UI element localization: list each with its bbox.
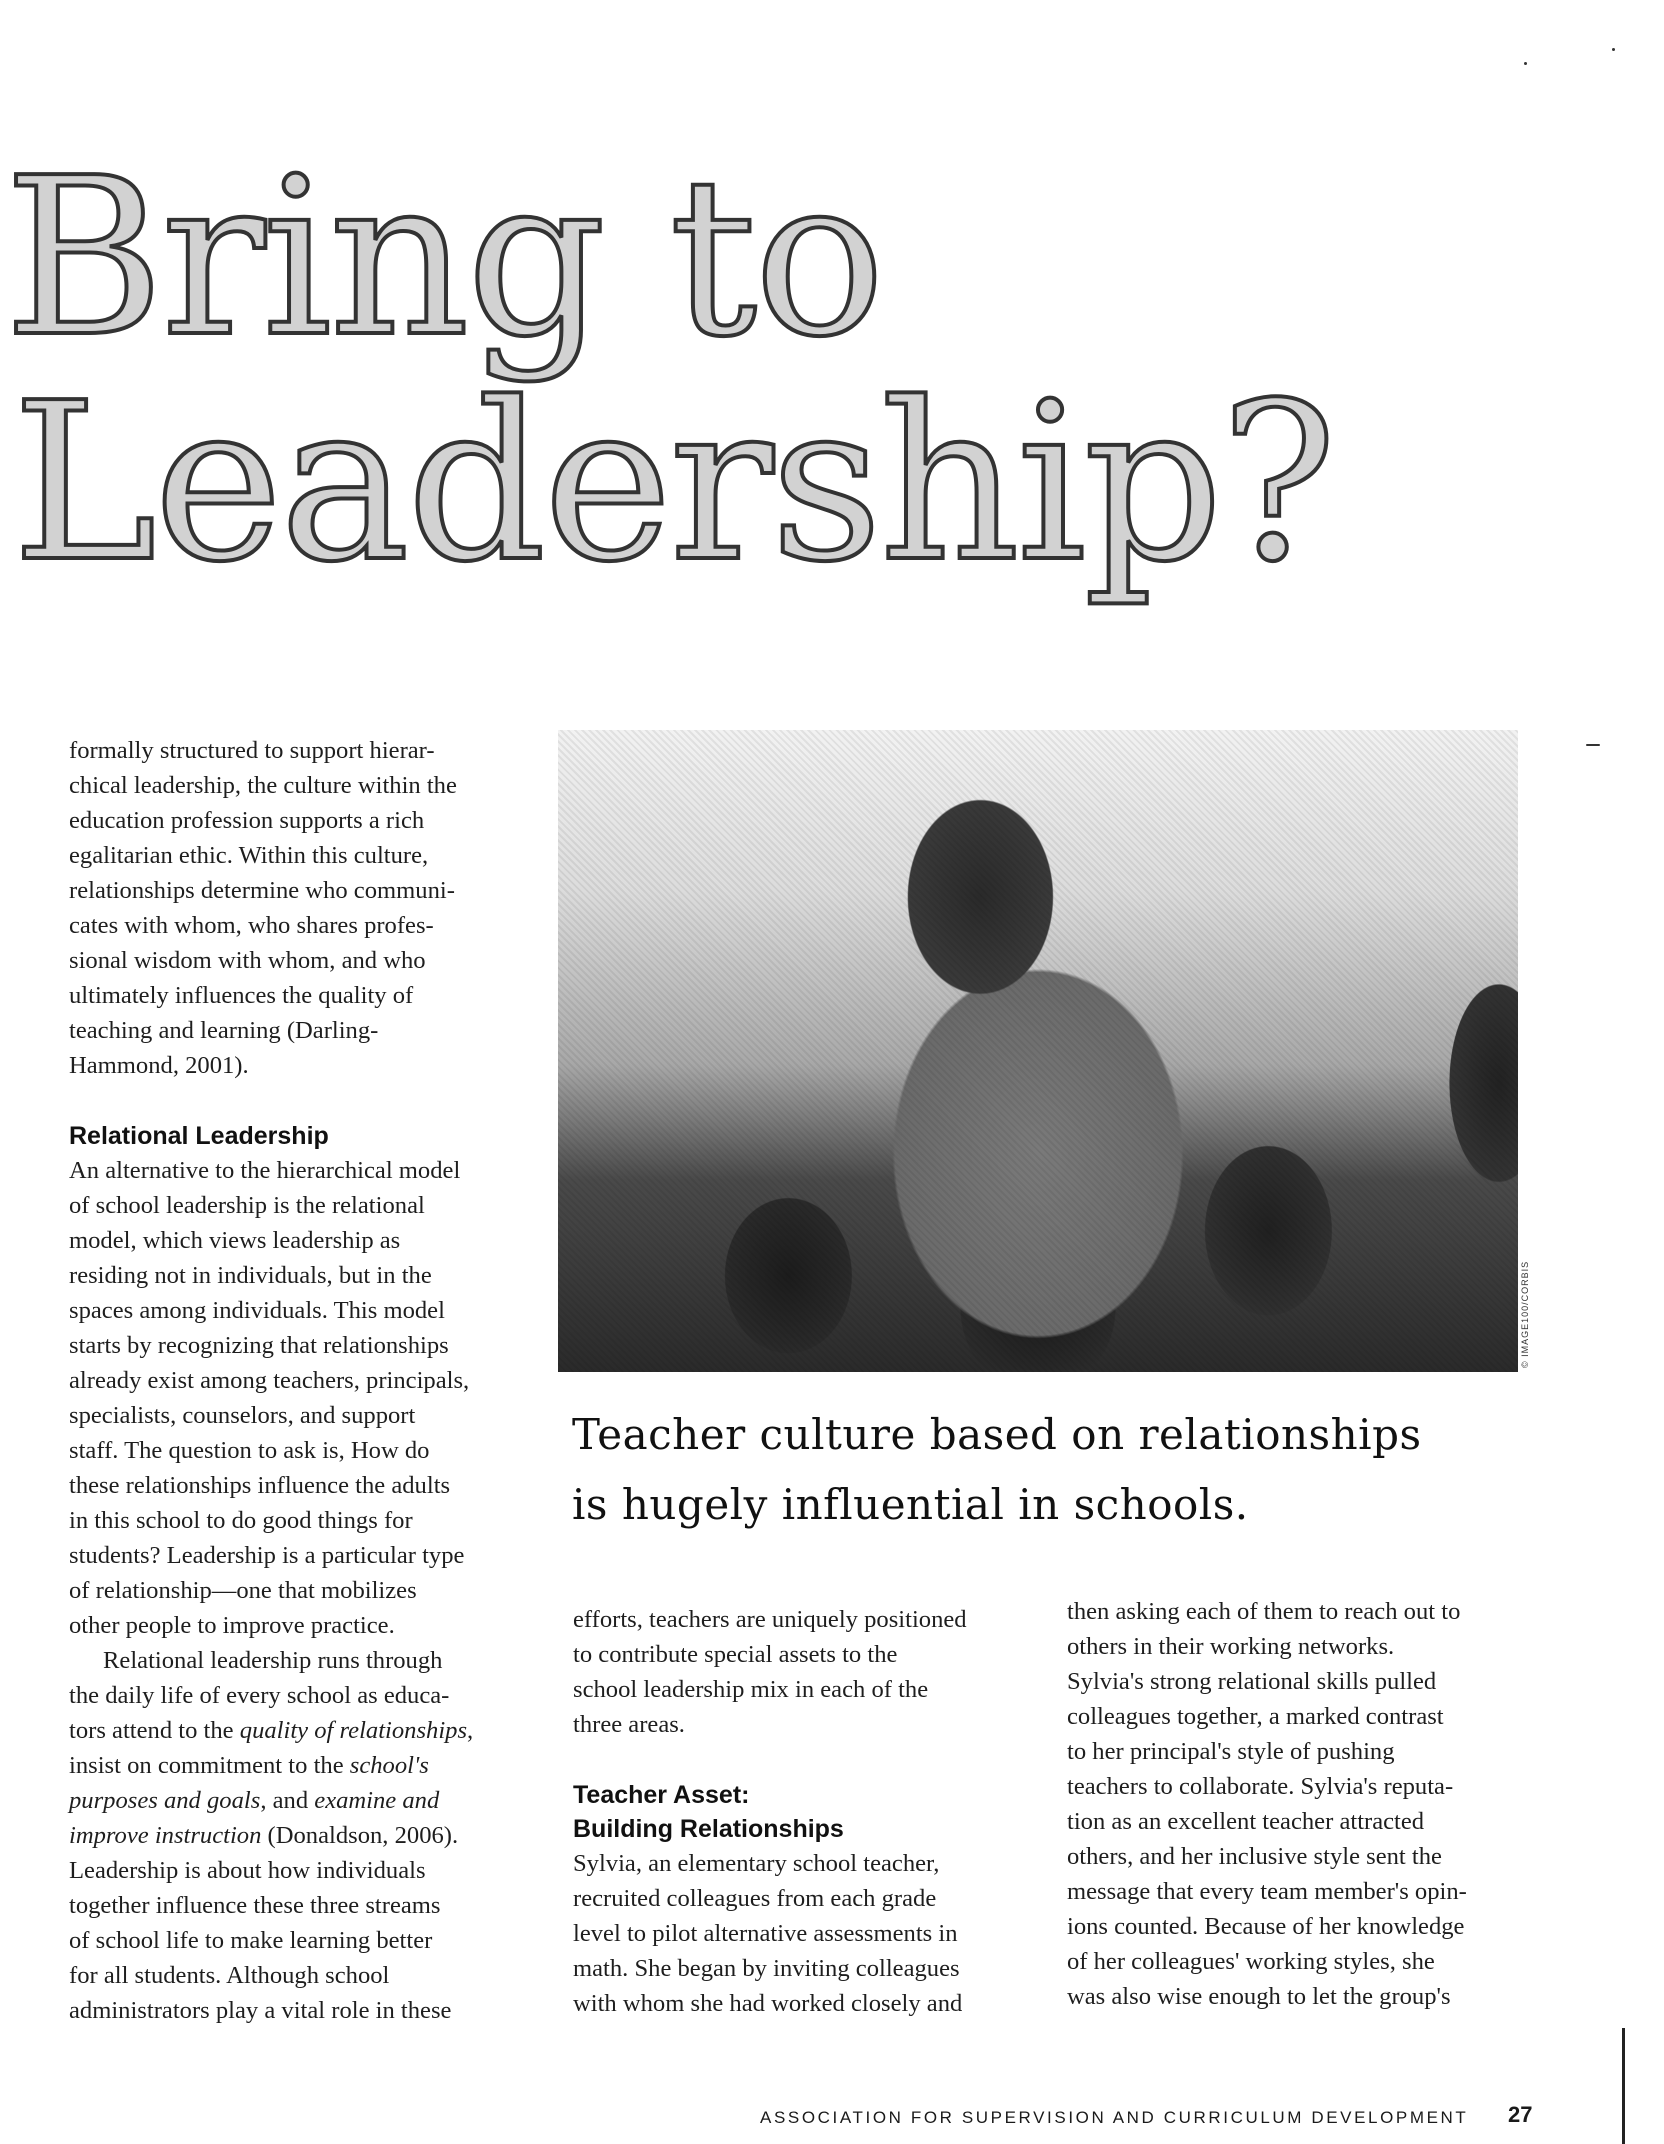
intro-paragraph (69, 733, 547, 1083)
text-line: others, and her inclusive style sent the (1067, 1843, 1442, 1870)
scan-speck (1612, 48, 1615, 51)
text-line: colleagues together, a marked contrast (1067, 1703, 1444, 1730)
scan-speck (1586, 744, 1600, 746)
text-line: of relationship—one that mobilizes (69, 1577, 417, 1604)
emphasis-schools: school's (349, 1752, 429, 1779)
subhead-teacher-asset (573, 1778, 1041, 1846)
pull-quote-line-1: Teacher culture based on relationships (572, 1410, 1422, 1459)
text-line: administrators play a vital role in these (69, 1997, 452, 2024)
headline-line-2: Leadership? (12, 357, 1334, 610)
sylvia-paragraph (573, 1846, 1041, 2021)
margin-rule (1622, 2028, 1625, 2144)
text-line: teaching and learning (Darling- (69, 1017, 379, 1044)
text-line: message that every team member's opin- (1067, 1878, 1467, 1905)
emphasis-purposes-and-goals: purposes and goals (69, 1787, 261, 1814)
relational-runs-paragraph (69, 1643, 547, 2028)
text-line: purposes and goals, and examine and (69, 1787, 440, 1814)
text-line: of her colleagues' working styles, she (1067, 1948, 1435, 1975)
text-line: sional wisdom with whom, and who (69, 947, 426, 974)
column-2 (573, 1602, 1041, 2021)
text-line: improve instruction (Donaldson, 2006). (69, 1822, 459, 1849)
text-line: to her principal's style of pushing (1067, 1738, 1395, 1765)
text-line: with whom she had worked closely and (573, 1990, 963, 2017)
pull-quote-line-2: is hugely influential in schools. (572, 1480, 1249, 1529)
text-line: three areas. (573, 1711, 685, 1738)
text-line: An alternative to the hierarchical model (69, 1157, 461, 1184)
text-line: Relational leadership runs through (103, 1647, 443, 1674)
text-line: Hammond, 2001). (69, 1052, 249, 1079)
text-line: residing not in individuals, but in the (69, 1262, 432, 1289)
headline-line-1: Bring to (4, 132, 883, 385)
text-line: then asking each of them to reach out to (1067, 1598, 1461, 1625)
text-line: Sylvia, an elementary school teacher, (573, 1850, 940, 1877)
text-line: recruited colleagues from each grade (573, 1885, 937, 1912)
text-line: math. She began by inviting colleagues (573, 1955, 960, 1982)
text-line: together influence these three streams (69, 1892, 441, 1919)
text-line: Sylvia's strong relational skills pulled (1067, 1668, 1437, 1695)
relational-model-paragraph (69, 1153, 547, 1643)
emphasis-examine-and: examine and (314, 1787, 440, 1814)
text-line: others in their working networks. (1067, 1633, 1395, 1660)
text-line: of school leadership is the relational (69, 1192, 425, 1219)
text-line: tion as an excellent teacher attracted (1067, 1808, 1425, 1835)
efforts-paragraph (573, 1602, 1041, 1742)
column-3 (1067, 1594, 1537, 2014)
pull-quote (572, 1400, 1532, 1540)
footer-organization: ASSOCIATION FOR SUPERVISION AND CURRICULUM DEVELOPMENT (760, 2108, 1469, 2127)
text-line: these relationships influence the adults (69, 1472, 451, 1499)
text-line: staff. The question to ask is, How do (69, 1437, 430, 1464)
emphasis-improve-instruction: improve instruction (69, 1822, 262, 1849)
page-number: 27 (1508, 2102, 1533, 2127)
text-line: of school life to make learning better (69, 1927, 433, 1954)
text-line: ions counted. Because of her knowledge (1067, 1913, 1465, 1940)
text-line: formally structured to support hierar- (69, 737, 435, 764)
text-line: for all students. Although school (69, 1962, 390, 1989)
sylvia-continued-paragraph (1067, 1594, 1537, 2014)
text-line: other people to improve practice. (69, 1612, 395, 1639)
text-line: egalitarian ethic. Within this culture, (69, 842, 429, 869)
text-line: model, which views leadership as (69, 1227, 401, 1254)
text-line: the daily life of every school as educa- (69, 1682, 450, 1709)
text-line: relationships determine who communi- (69, 877, 455, 904)
column-1 (69, 733, 547, 2028)
scan-speck (1524, 62, 1527, 65)
text-line: specialists, counselors, and support (69, 1402, 416, 1429)
text-line: insist on commitment to the school's (69, 1752, 429, 1779)
text-line: in this school to do good things for (69, 1507, 413, 1534)
text-line: starts by recognizing that relationships (69, 1332, 449, 1359)
subhead-line-2: Building Relationships (573, 1815, 844, 1843)
text-line: to contribute special assets to the (573, 1641, 898, 1668)
text-line: cates with whom, who shares profes- (69, 912, 434, 939)
emphasis-quality-of-relationships: quality of relationships (239, 1717, 468, 1744)
text-line: spaces among individuals. This model (69, 1297, 445, 1324)
text-line: education profession supports a rich (69, 807, 425, 834)
text-line: Leadership is about how individuals (69, 1857, 426, 1884)
photo-credit: © IMAGE100/CORBIS (1520, 1260, 1530, 1368)
text-line: school leadership mix in each of the (573, 1676, 929, 1703)
text-line: chical leadership, the culture within the (69, 772, 457, 799)
text-line: ultimately influences the quality of (69, 982, 414, 1009)
subhead-relational-leadership: Relational Leadership (69, 1122, 329, 1150)
text-line: efforts, teachers are uniquely positioned (573, 1606, 967, 1633)
text-line: teachers to collaborate. Sylvia's reputa- (1067, 1773, 1454, 1800)
text-line: tors attend to the quality of relationships, (69, 1717, 474, 1744)
subhead-line-1: Teacher Asset: (573, 1781, 750, 1809)
classroom-photo (558, 730, 1518, 1372)
text-line: level to pilot alternative assessments in (573, 1920, 958, 1947)
text-line: students? Leadership is a particular type (69, 1542, 465, 1569)
text-line: already exist among teachers, principals, (69, 1367, 470, 1394)
text-line: was also wise enough to let the group's (1067, 1983, 1451, 2010)
